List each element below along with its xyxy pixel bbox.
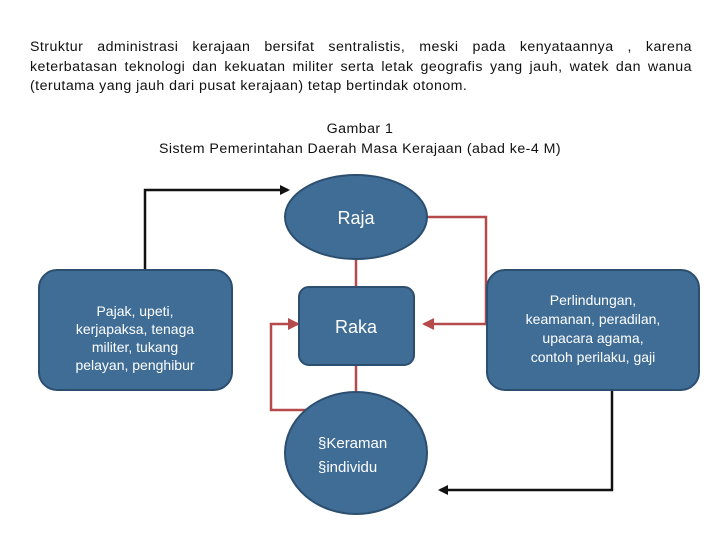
node-keraman [285,392,427,514]
label-raja: Raja [337,208,375,228]
right-line-1: Perlindungan, [549,292,637,308]
intro-paragraph: Struktur administrasi kerajaan bersifat sentralistis, meski pada kenyataannya , karena keterbatasan teknologi dan kekuatan militer serta letak geografis yang jauh, watek dan wanua (terutama yang jauh dari pusat kerajaan) tetap bertindak otonom. [30,39,692,94]
left-line-3: militer, tukang [91,339,179,355]
node-left-obligations [39,270,232,390]
right-line-3: upacara agama, [542,330,644,346]
right-line-2: keamanan, peradilan, [525,311,661,327]
figure-number: Gambar 1 [326,121,394,137]
node-raja [285,175,427,259]
arrow-left-to-raja [145,190,288,270]
label-keraman-1: §Keraman [318,435,388,452]
left-line-1: Pajak, upeti, [96,303,174,319]
node-raka [299,287,414,365]
label-keraman-2: §individu [318,459,378,476]
right-line-4: contoh perilaku, gaji [530,349,656,365]
label-raka: Raka [334,317,378,337]
left-line-4: pelayan, penghibur [75,357,195,373]
figure-title: Sistem Pemerintahan Daerah Masa Kerajaan (abad ke-4 M) [158,141,562,157]
node-right-benefits [487,270,699,390]
left-line-2: kerjapaksa, tenaga [75,321,195,337]
arrow-raja-to-raka [424,217,486,324]
